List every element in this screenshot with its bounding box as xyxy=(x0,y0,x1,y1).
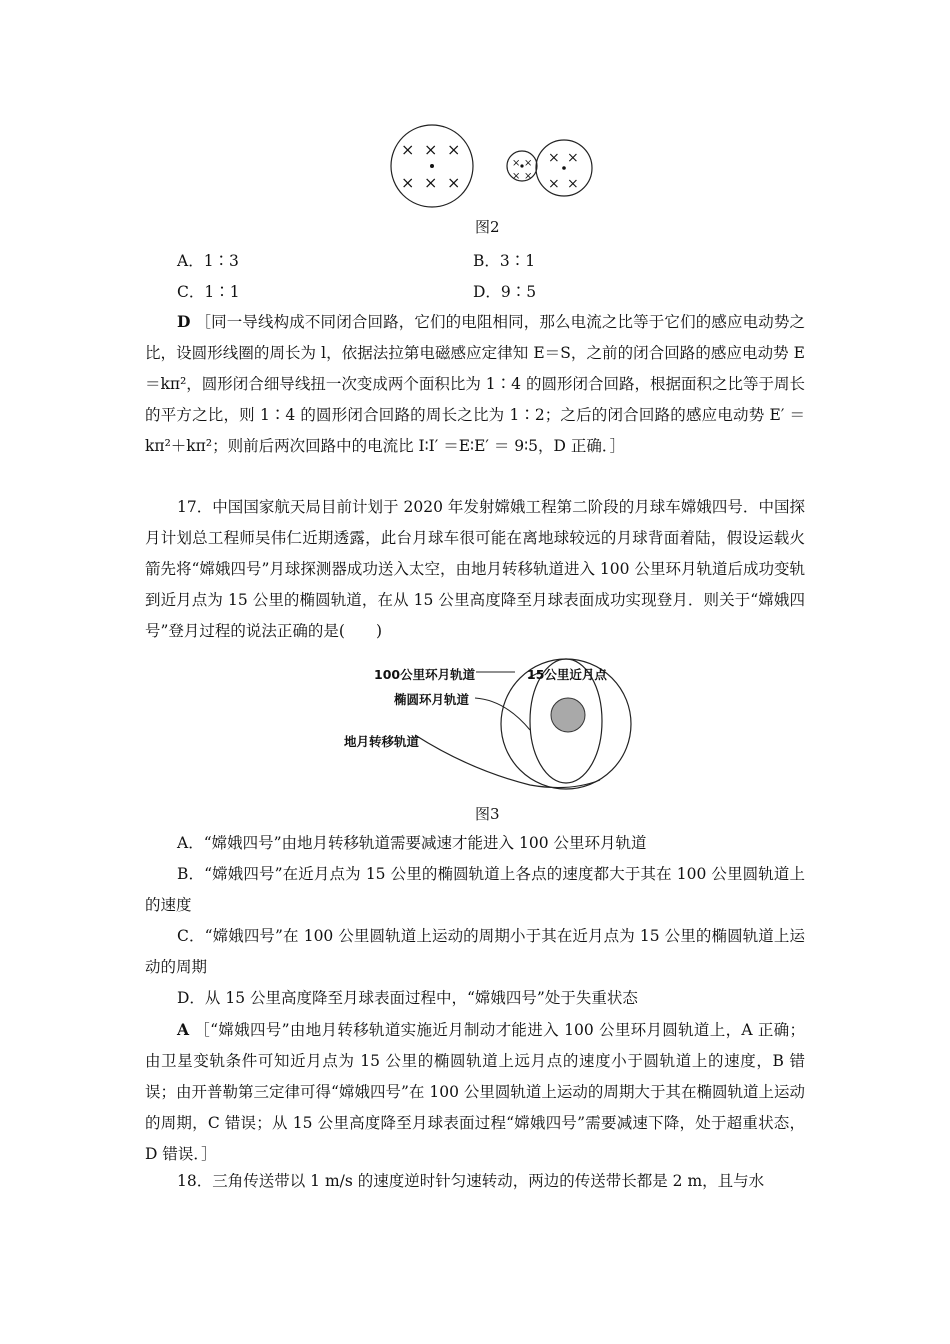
q17-answer-letter: A xyxy=(177,1020,190,1039)
label-elliptical-orbit: 椭圆环月轨道 xyxy=(394,692,470,707)
leader-ellipse xyxy=(475,698,530,730)
label-15km-perilune: 15公里近月点 xyxy=(527,667,607,682)
q17-option-d: D．从 15 公里高度降至月球表面过程中，“嫦娥四号”处于失重状态 xyxy=(177,989,638,1007)
field-cross: × xyxy=(524,171,533,182)
q18-stem: 18．三角传送带以 1 m/s 的速度逆时针匀速转动，两边的传送带长都是 2 m，且与水 xyxy=(177,1172,765,1190)
q17-explanation xyxy=(145,1014,805,1170)
field-cross: × xyxy=(424,173,438,192)
q16-option-b: B．3∶1 xyxy=(473,252,536,270)
field-cross: × xyxy=(447,140,461,159)
field-cross: × xyxy=(512,158,521,169)
transfer-orbit-curve xyxy=(415,735,600,788)
figure-3-caption: 图3 xyxy=(475,805,500,823)
q17-stem: 17．中国国家航天局目前计划于 2020 年发射嫦娥工程第二阶段的月球车嫦娥四号．中国探月计划总工程师吴伟仁近期透露，此台月球车很可能在离地球较远的月球背面着陆，假设运载火箭先将“嫦娥四号”月球探测器成功送入太空，由地月转移轨道进入 100 公里环月轨道后成功变轨到近月点为 15 公里的椭圆轨道，在从 15 公里高度降至月球表面成功实现登月．则关于“嫦娥四号”登月过程的说法正确的是( ) xyxy=(145,498,805,640)
q17-option-b: B．“嫦娥四号”在近月点为 15 公里的椭圆轨道上各点的速度都大于其在 100 公里圆轨道上的速度 xyxy=(145,865,805,914)
label-100km-orbit: 100公里环月轨道 xyxy=(374,667,476,682)
q16-option-c: C．1∶1 xyxy=(177,283,240,301)
figure-2-caption: 图2 xyxy=(475,218,500,236)
label-transfer-orbit: 地月转移轨道 xyxy=(344,734,420,749)
field-cross: × xyxy=(447,173,461,192)
q16-answer-letter: D xyxy=(177,312,191,331)
q17-option-c: C．“嫦娥四号”在 100 公里圆轨道上运动的周期小于其在近月点为 15 公里的椭圆轨道上运动的周期 xyxy=(145,927,805,976)
q17-option-a: A．“嫦娥四号”由地月转移轨道需要减速才能进入 100 公里环月轨道 xyxy=(177,834,647,852)
moon xyxy=(551,698,585,732)
field-cross: × xyxy=(567,150,579,166)
field-cross: × xyxy=(548,176,560,192)
field-cross: × xyxy=(512,171,521,182)
q17-explanation-text: ［“嫦娥四号”由地月转移轨道实施近月制动才能进入 100 公里环月圆轨道上，A 正确；由卫星变轨条件可知近月点为 15 公里的椭圆轨道上远月点的速度小于圆轨道上的速度，B 错误；由开普勒第三定律可得“嫦娥四号”在 100 公里圆轨道上运动的周期大于其在椭圆轨道上运动的周期，C 错误；从 15 公里高度降至月球表面过程“嫦娥四号”需要减速下降，处于超重状态，D 错误．］ xyxy=(145,1021,805,1163)
field-cross: × xyxy=(424,140,438,159)
field-cross: × xyxy=(567,176,579,192)
q16-option-a: A．1∶3 xyxy=(177,252,239,270)
field-cross: × xyxy=(401,140,415,159)
q16-option-d: D．9∶5 xyxy=(473,283,537,301)
field-cross: × xyxy=(524,158,533,169)
q16-explanation-text: ［同一导线构成不同闭合回路，它们的电阻相同，那么电流之比等于它们的感应电动势之比，设圆形线圈的周长为 l，依据法拉第电磁感应定律知 E＝S，之前的闭合回路的感应电动势 E＝kπ²，圆形闭合细导线扭一次变成两个面积比为 1∶4 的圆形闭合回路，根据面积之比等于周长的平方之比，则 1∶4 的圆形闭合回路的周长之比为 1∶2；之后的闭合回路的感应电动势 E′ ＝kπ²＋kπ²；则前后两次回路中的电流比 I∶I′ ＝E∶E′ ＝ 9∶5，D 正确．］ xyxy=(145,313,805,455)
field-cross: × xyxy=(548,150,560,166)
field-cross: × xyxy=(401,173,415,192)
